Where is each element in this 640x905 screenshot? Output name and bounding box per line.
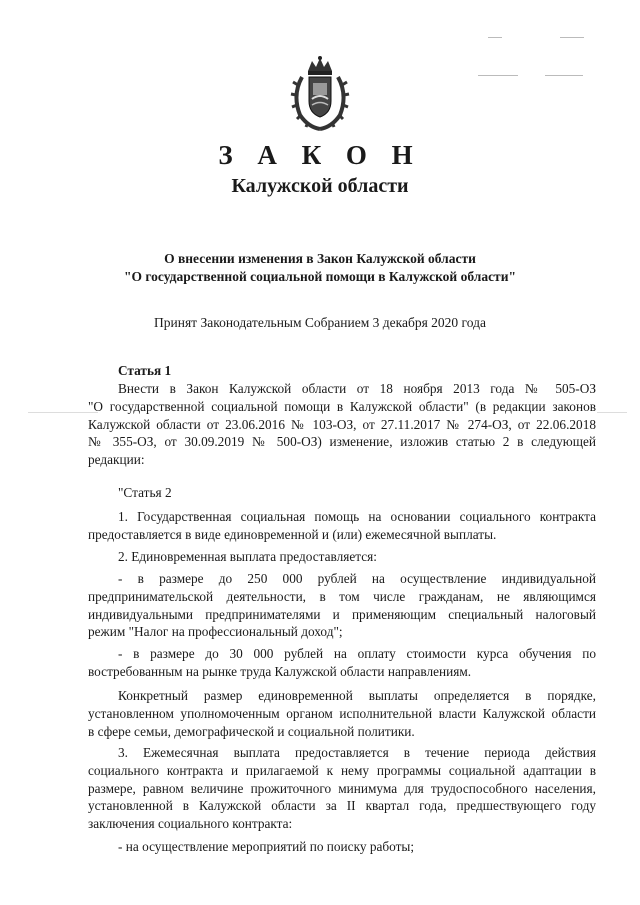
text-line: предоставляется в виде единовременной и (или) ежемесячной выплаты. [88,527,497,542]
text-line: индивидуальными предпринимателями и применяющим специальный налоговый [88,606,596,622]
text-line: установленном уполномоченным органом исполнительной власти Калужской области [88,706,596,721]
text-line: редакции: [88,451,145,467]
article-1-heading: Статья 1 [118,363,172,378]
bullet-3: - на осуществление мероприятий по поиску работы; [118,839,415,854]
bullet-1-cont [88,588,596,641]
article-1-text [118,380,596,398]
text-line: "О государственной социальной помощи в Калужской области" (в редакции законов [88,399,596,414]
text-line: Конкретный размер единовременной выплаты определяется в порядке, [118,688,596,703]
law-subject [0,250,640,286]
scan-artifact [560,37,584,38]
bullet-2 [118,645,596,663]
article-2-p3 [118,687,596,705]
text-line: социального контракта и прилагаемой к нему программы социальной адаптации в [88,763,596,778]
article-2-p3-cont [88,705,596,740]
text-line: № 355-ОЗ, от 30.09.2019 № 500-ОЗ) изменение, изложив статью 2 в следующей [88,434,596,449]
article-2-p2: 2. Единовременная выплата предоставляется: [118,549,377,564]
article-2-p4 [118,744,596,762]
article-2-heading: "Статья 2 [118,485,172,500]
scan-artifact [545,75,583,76]
text-line: заключения социального контракта: [88,815,293,831]
text-line: Внести в Закон Калужской области от 18 ноября 2013 года № 505-ОЗ [118,381,596,396]
text-line: Калужской области от 23.06.2016 № 103-ОЗ, от 27.11.2017 № 274-ОЗ, от 22.06.2018 [88,416,596,432]
article-2-p1-cont [88,526,596,544]
text-line: предпринимательской деятельности, в том числе гражданам, не являющимся [88,589,596,604]
article-2-p1 [118,508,596,526]
text-line: в сфере семьи, демографической и социальной политики. [88,723,415,739]
document-type-heading: З А К О Н [218,140,422,170]
law-subject-line: О внесении изменения в Закон Калужской области [164,251,476,266]
coat-of-arms-emblem [288,55,352,133]
scan-artifact [597,412,627,413]
scan-artifact [478,75,518,76]
text-line: 3. Ежемесячная выплата предоставляется в течение периода действия [118,745,596,760]
bullet-2-cont [88,663,596,681]
text-line: режим "Налог на профессиональный доход"; [88,624,343,639]
bullet-1 [118,570,596,588]
text-line: - в размере до 30 000 рублей на оплату стоимости курса обучения по [118,646,596,661]
text-line: установленной в Калужской области за II квартал года, предшествующего году [88,798,596,813]
text-line: - в размере до 250 000 рублей на осуществление индивидуальной [118,571,596,586]
text-line: востребованным на рынке труда Калужской области направлениям. [88,664,472,679]
text-line: 1. Государственная социальная помощь на основании социального контракта [118,509,596,524]
law-subject-line: "О государственной социальной помощи в Калужской области" [124,269,516,284]
article-2-p4-cont [88,762,596,832]
region-heading: Калужской области [231,175,409,197]
article-1-text-cont [88,398,596,468]
text-line: размере, равном величине прожиточного минимума для трудоспособного населения, [88,780,596,796]
scan-artifact [488,37,502,38]
adoption-note: Принят Законодательным Собранием 3 декабря 2020 года [154,315,486,330]
